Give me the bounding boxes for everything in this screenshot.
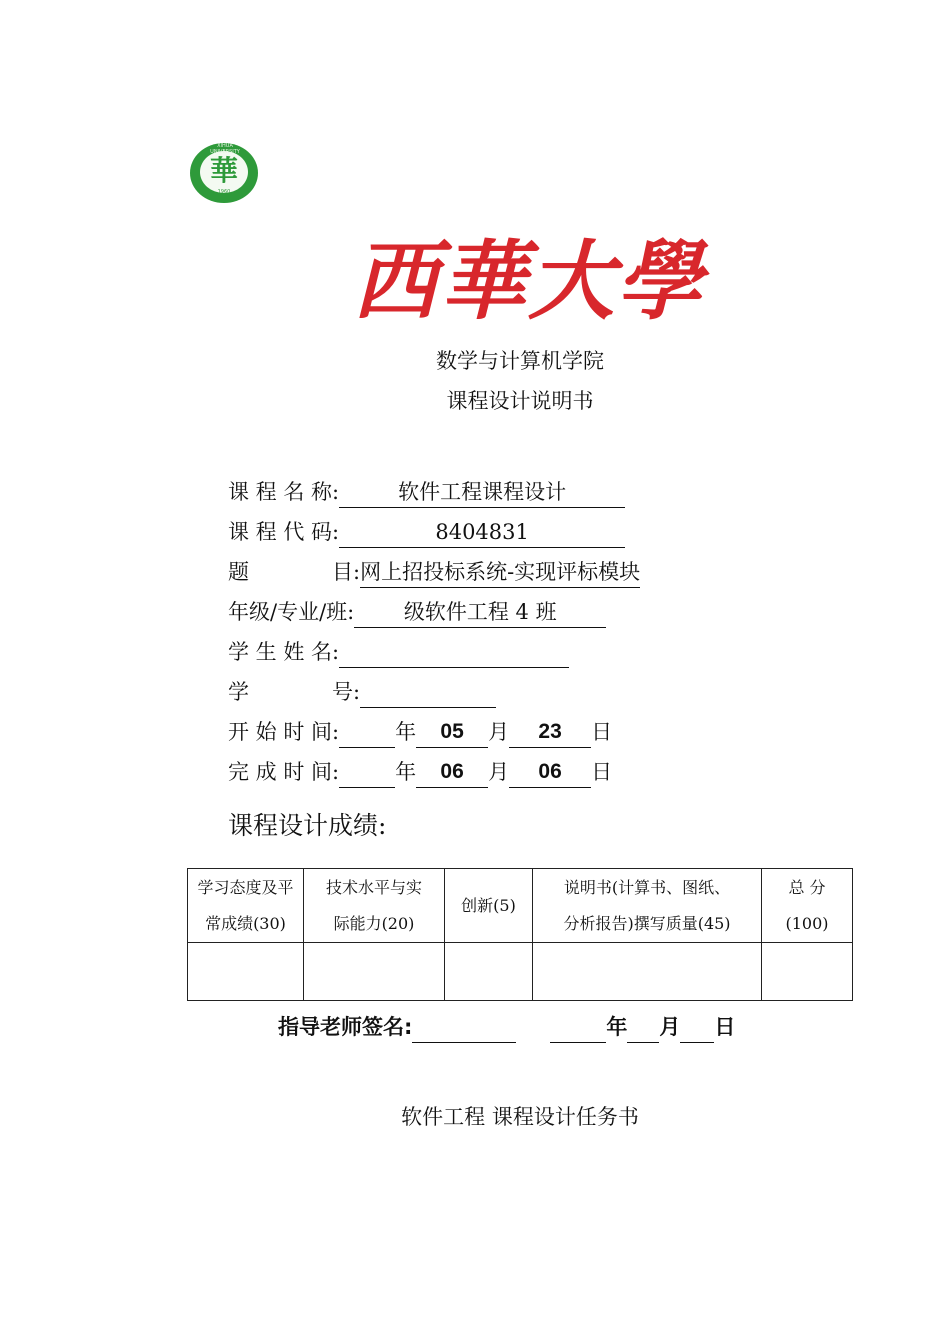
header-attitude: 学习态度及平 常成绩(30) xyxy=(188,869,304,943)
signature-row xyxy=(278,1011,735,1043)
student-name-row xyxy=(228,636,569,668)
signature-year-char: 年 xyxy=(606,1015,628,1039)
start-month-char: 月 xyxy=(488,720,510,744)
class-row xyxy=(228,596,606,628)
college-name: 数学与计算机学院 xyxy=(436,349,604,373)
grade-table-score-row xyxy=(188,943,853,1001)
end-day-char: 日 xyxy=(591,760,613,784)
course-name-label: 课 程 名 称: xyxy=(228,480,340,504)
start-day-char: 日 xyxy=(591,720,613,744)
grade-heading: 课程设计成绩: xyxy=(228,811,387,840)
student-id-value xyxy=(360,677,496,708)
score-report-cell xyxy=(533,943,762,1001)
end-day-value: 06 xyxy=(509,757,591,788)
header-report-quality: 说明书(计算书、图纸、 分析报告)撰写质量(45) xyxy=(533,869,762,943)
start-day-value: 23 xyxy=(509,717,591,748)
topic-label-a: 题 xyxy=(228,560,249,584)
course-code-row xyxy=(228,516,625,548)
grade-table xyxy=(187,868,853,1001)
signature-label: 指导老师签名: xyxy=(278,1015,413,1039)
student-name-value xyxy=(339,637,569,668)
document-title: 课程设计说明书 xyxy=(446,389,594,413)
end-year-value xyxy=(339,757,395,788)
topic-value: 网上招投标系统-实现评标模块 xyxy=(360,557,640,588)
header-total: 总 分 (100) xyxy=(762,869,853,943)
university-logo xyxy=(189,142,259,204)
end-month-char: 月 xyxy=(488,760,510,784)
task-book-title: 软件工程 课程设计任务书 xyxy=(401,1105,639,1129)
score-attitude-cell xyxy=(188,943,304,1001)
logo-character: 華 xyxy=(209,154,238,187)
signature-month-value xyxy=(627,1012,659,1043)
start-time-row xyxy=(228,716,612,748)
grade-table-header-row xyxy=(188,869,853,943)
signature-month-char: 月 xyxy=(659,1015,681,1039)
class-label: 年级/专业/班: xyxy=(228,600,355,624)
score-total-cell xyxy=(762,943,853,1001)
signature-value xyxy=(412,1012,516,1043)
start-time-label: 开 始 时 间: xyxy=(228,720,340,744)
course-name-row xyxy=(228,476,625,508)
header-skill: 技术水平与实 际能力(20) xyxy=(304,869,445,943)
signature-year-value xyxy=(550,1012,606,1043)
start-year-char: 年 xyxy=(395,720,417,744)
start-month-value: 05 xyxy=(416,717,488,748)
university-calligraphy: 西華大學 xyxy=(352,231,704,332)
logo-ring-text: XIHUA UNIVERSITY xyxy=(210,143,240,155)
student-name-label: 学 生 姓 名: xyxy=(228,640,340,664)
course-name-value: 软件工程课程设计 xyxy=(339,477,625,508)
student-id-row xyxy=(228,676,496,708)
class-value: 级软件工程 4 班 xyxy=(354,597,606,628)
student-id-label-b: 号: xyxy=(332,680,361,704)
end-year-char: 年 xyxy=(395,760,417,784)
end-time-row xyxy=(228,756,612,788)
logo-year: 1960 xyxy=(217,189,231,195)
course-code-value: 8404831 xyxy=(339,517,625,548)
score-innovation-cell xyxy=(445,943,533,1001)
signature-day-value xyxy=(680,1012,714,1043)
end-month-value: 06 xyxy=(416,757,488,788)
start-year-value xyxy=(339,717,395,748)
end-time-label: 完 成 时 间: xyxy=(228,760,340,784)
score-skill-cell xyxy=(304,943,445,1001)
signature-day-char: 日 xyxy=(714,1015,736,1039)
topic-label-b: 目: xyxy=(332,560,361,584)
topic-row xyxy=(228,556,640,588)
header-innovation: 创新(5) xyxy=(445,869,533,943)
course-code-label: 课 程 代 码: xyxy=(228,520,340,544)
student-id-label-a: 学 xyxy=(228,680,249,704)
